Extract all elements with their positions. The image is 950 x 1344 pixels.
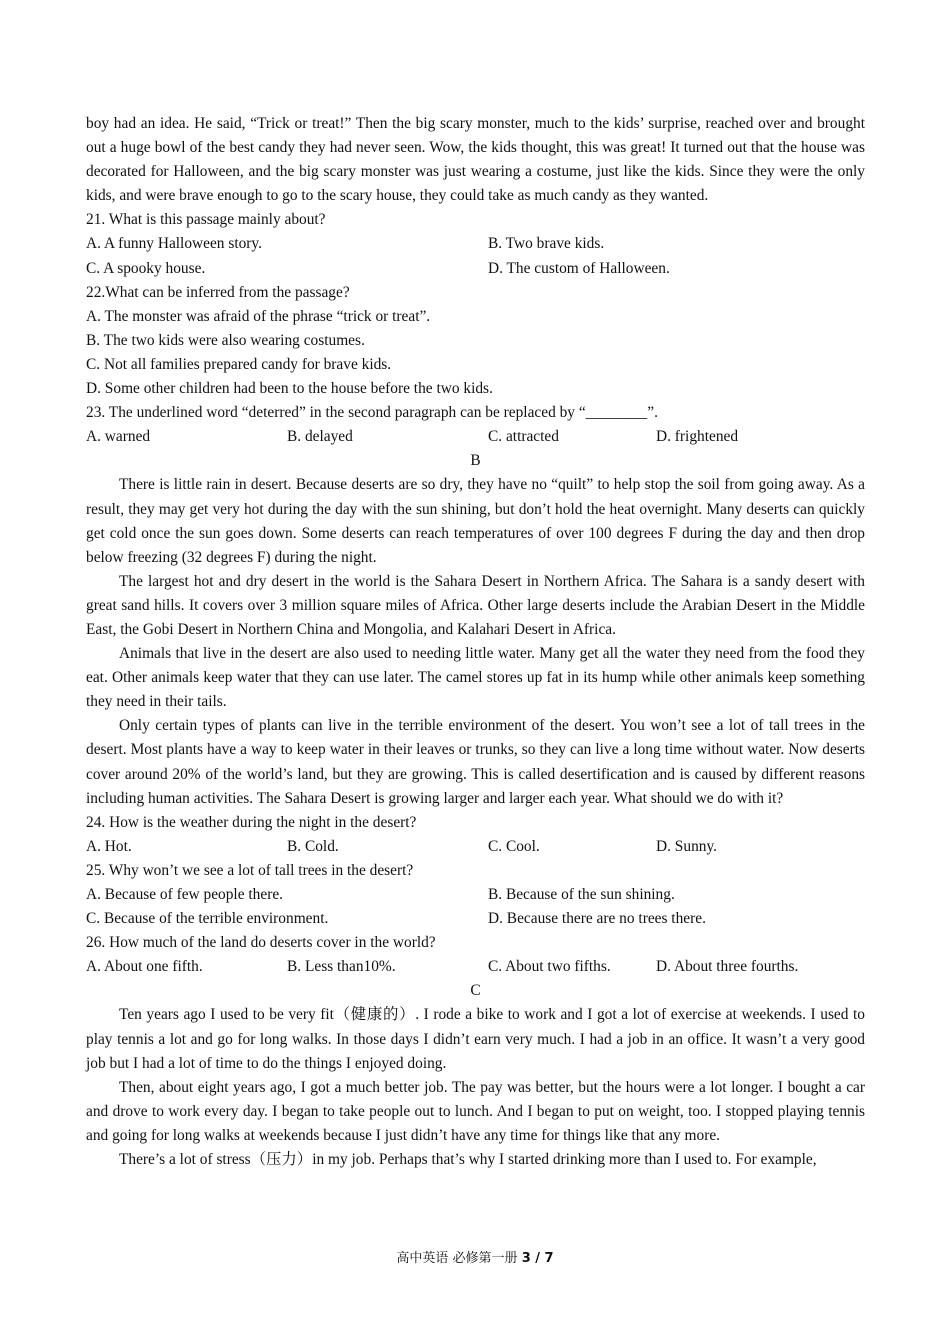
option-a: A. Hot. <box>86 837 132 855</box>
page-footer <box>0 1247 950 1266</box>
passage-b-paragraph-4: Only certain types of plants can live in the terrible environment of the desert. You won’t see a lot of tall trees in the desert. Most plants have a way to keep water in their leaves or trunks, so they can live a long time without water. Now deserts cover around 20% of the world’s land, but they are growing. This is called desertification and is caused by different reasons including human activities. The Sahara Desert is growing larger and larger each year. What should we do with it? <box>86 717 865 807</box>
question-26-options <box>86 955 865 979</box>
option-a: A. Because of few people there. <box>86 886 283 903</box>
passage-b-paragraph-3: Animals that live in the desert are also used to needing little water. Many get all the water they need from the food they eat. Other animals keep water that they can use later. The camel stores up fat in its hump while other animals keep something they need in their tails. <box>86 645 865 711</box>
option-a: A. warned <box>86 428 151 446</box>
question-21-options-row1 <box>86 232 865 256</box>
option-b: B. Two brave kids. <box>488 235 605 253</box>
footer-course-title: 高中英语 必修第一册 <box>396 1251 522 1266</box>
question-23: 23. The underlined word “deterred” in the second paragraph can be replaced by “________”. <box>86 404 658 422</box>
question-21: 21. What is this passage mainly about? <box>86 211 326 229</box>
passage-a-ending: boy had an idea. He said, “Trick or treat!” Then the big scary monster, much to the kids’ surprise, reached over and brought out a huge bowl of the best candy they had never seen. Wow, the kids thought, this was great! It turned out that the house was decorated for Halloween, and the big scary monster was just wearing a costume, just like the kids. Since they were the only kids, and were brave enough to go to the scary house, they could take as much candy as they wanted. <box>86 115 865 205</box>
option-c: C. A spooky house. <box>86 259 206 277</box>
question-26: 26. How much of the land do deserts cover in the world? <box>86 934 436 952</box>
option-c: C. Cool. <box>488 837 540 855</box>
question-25-options-row2 <box>86 907 865 931</box>
section-heading-c: C <box>470 982 481 1000</box>
option-c: C. attracted <box>488 428 559 446</box>
page-content <box>86 112 865 1172</box>
question-25-options-row1 <box>86 883 865 907</box>
option-d: D. Sunny. <box>656 837 717 855</box>
question-24-options <box>86 835 865 859</box>
passage-c-paragraph-1: Ten years ago I used to be very fit（健康的）. I rode a bike to work and I got a lot of exercise at weekends. I used to play tennis a lot and go for long walks. In those days I didn’t earn very much. I had a job in an office. It wasn’t a very good job but I had a lot of time to do the things I enjoyed doing. <box>86 1006 865 1072</box>
section-heading-b: B <box>470 452 481 470</box>
option-b: B. Cold. <box>287 837 339 855</box>
option-d: D. The custom of Halloween. <box>488 259 670 277</box>
option-c: C. Because of the terrible environment. <box>86 910 329 928</box>
question-24: 24. How is the weather during the night in the desert? <box>86 813 417 831</box>
option-a: A. About one fifth. <box>86 958 203 976</box>
question-21-options-row2 <box>86 257 865 281</box>
option-b: B. Less than10%. <box>287 958 396 976</box>
page-number: 3 / 7 <box>521 1251 554 1266</box>
question-22: 22.What can be inferred from the passage? <box>86 283 350 301</box>
question-25: 25. Why won’t we see a lot of tall trees in the desert? <box>86 861 414 879</box>
option-d: D. frightened <box>656 428 739 446</box>
option-a: A. The monster was afraid of the phrase “trick or treat”. <box>86 307 431 325</box>
passage-c-paragraph-2: Then, about eight years ago, I got a much better job. The pay was better, but the hours were a lot longer. I bought a car and drove to work every day. I began to take people out to lunch. And I began to put on weight, too. I stopped playing tennis and going for long walks at weekends because I just didn’t have any time for things like that any more. <box>86 1078 865 1144</box>
option-c: C. Not all families prepared candy for brave kids. <box>86 355 392 373</box>
passage-c-paragraph-3: There’s a lot of stress（压力）in my job. Perhaps that’s why I started drinking more than I used to. For example, <box>119 1151 817 1169</box>
option-b: B. Because of the sun shining. <box>488 886 675 903</box>
option-d: D. About three fourths. <box>656 958 799 976</box>
passage-b-paragraph-1: There is little rain in desert. Because deserts are so dry, they have no “quilt” to help stop the soil from going away. As a result, they may get very hot during the day with the sun shining, but don’t hold the heat overnight. Many deserts can quickly get cold once the sun goes down. Some deserts can reach temperatures of over 100 degrees F during the day and then drop below freezing (32 degrees F) during the night. <box>86 476 865 566</box>
passage-b-paragraph-2: The largest hot and dry desert in the world is the Sahara Desert in Northern Africa. The Sahara is a sandy desert with great sand hills. It covers over 3 million square miles of Africa. Other large deserts include the Arabian Desert in the Middle East, the Gobi Desert in Northern China and Mongolia, and Kalahari Desert in Africa. <box>86 572 865 638</box>
option-b: B. delayed <box>287 428 353 446</box>
option-a: A. A funny Halloween story. <box>86 235 262 253</box>
option-d: D. Some other children had been to the house before the two kids. <box>86 380 493 398</box>
option-d: D. Because there are no trees there. <box>488 910 706 928</box>
option-b: B. The two kids were also wearing costumes. <box>86 331 365 349</box>
option-c: C. About two fifths. <box>488 958 611 976</box>
question-23-options <box>86 425 865 449</box>
